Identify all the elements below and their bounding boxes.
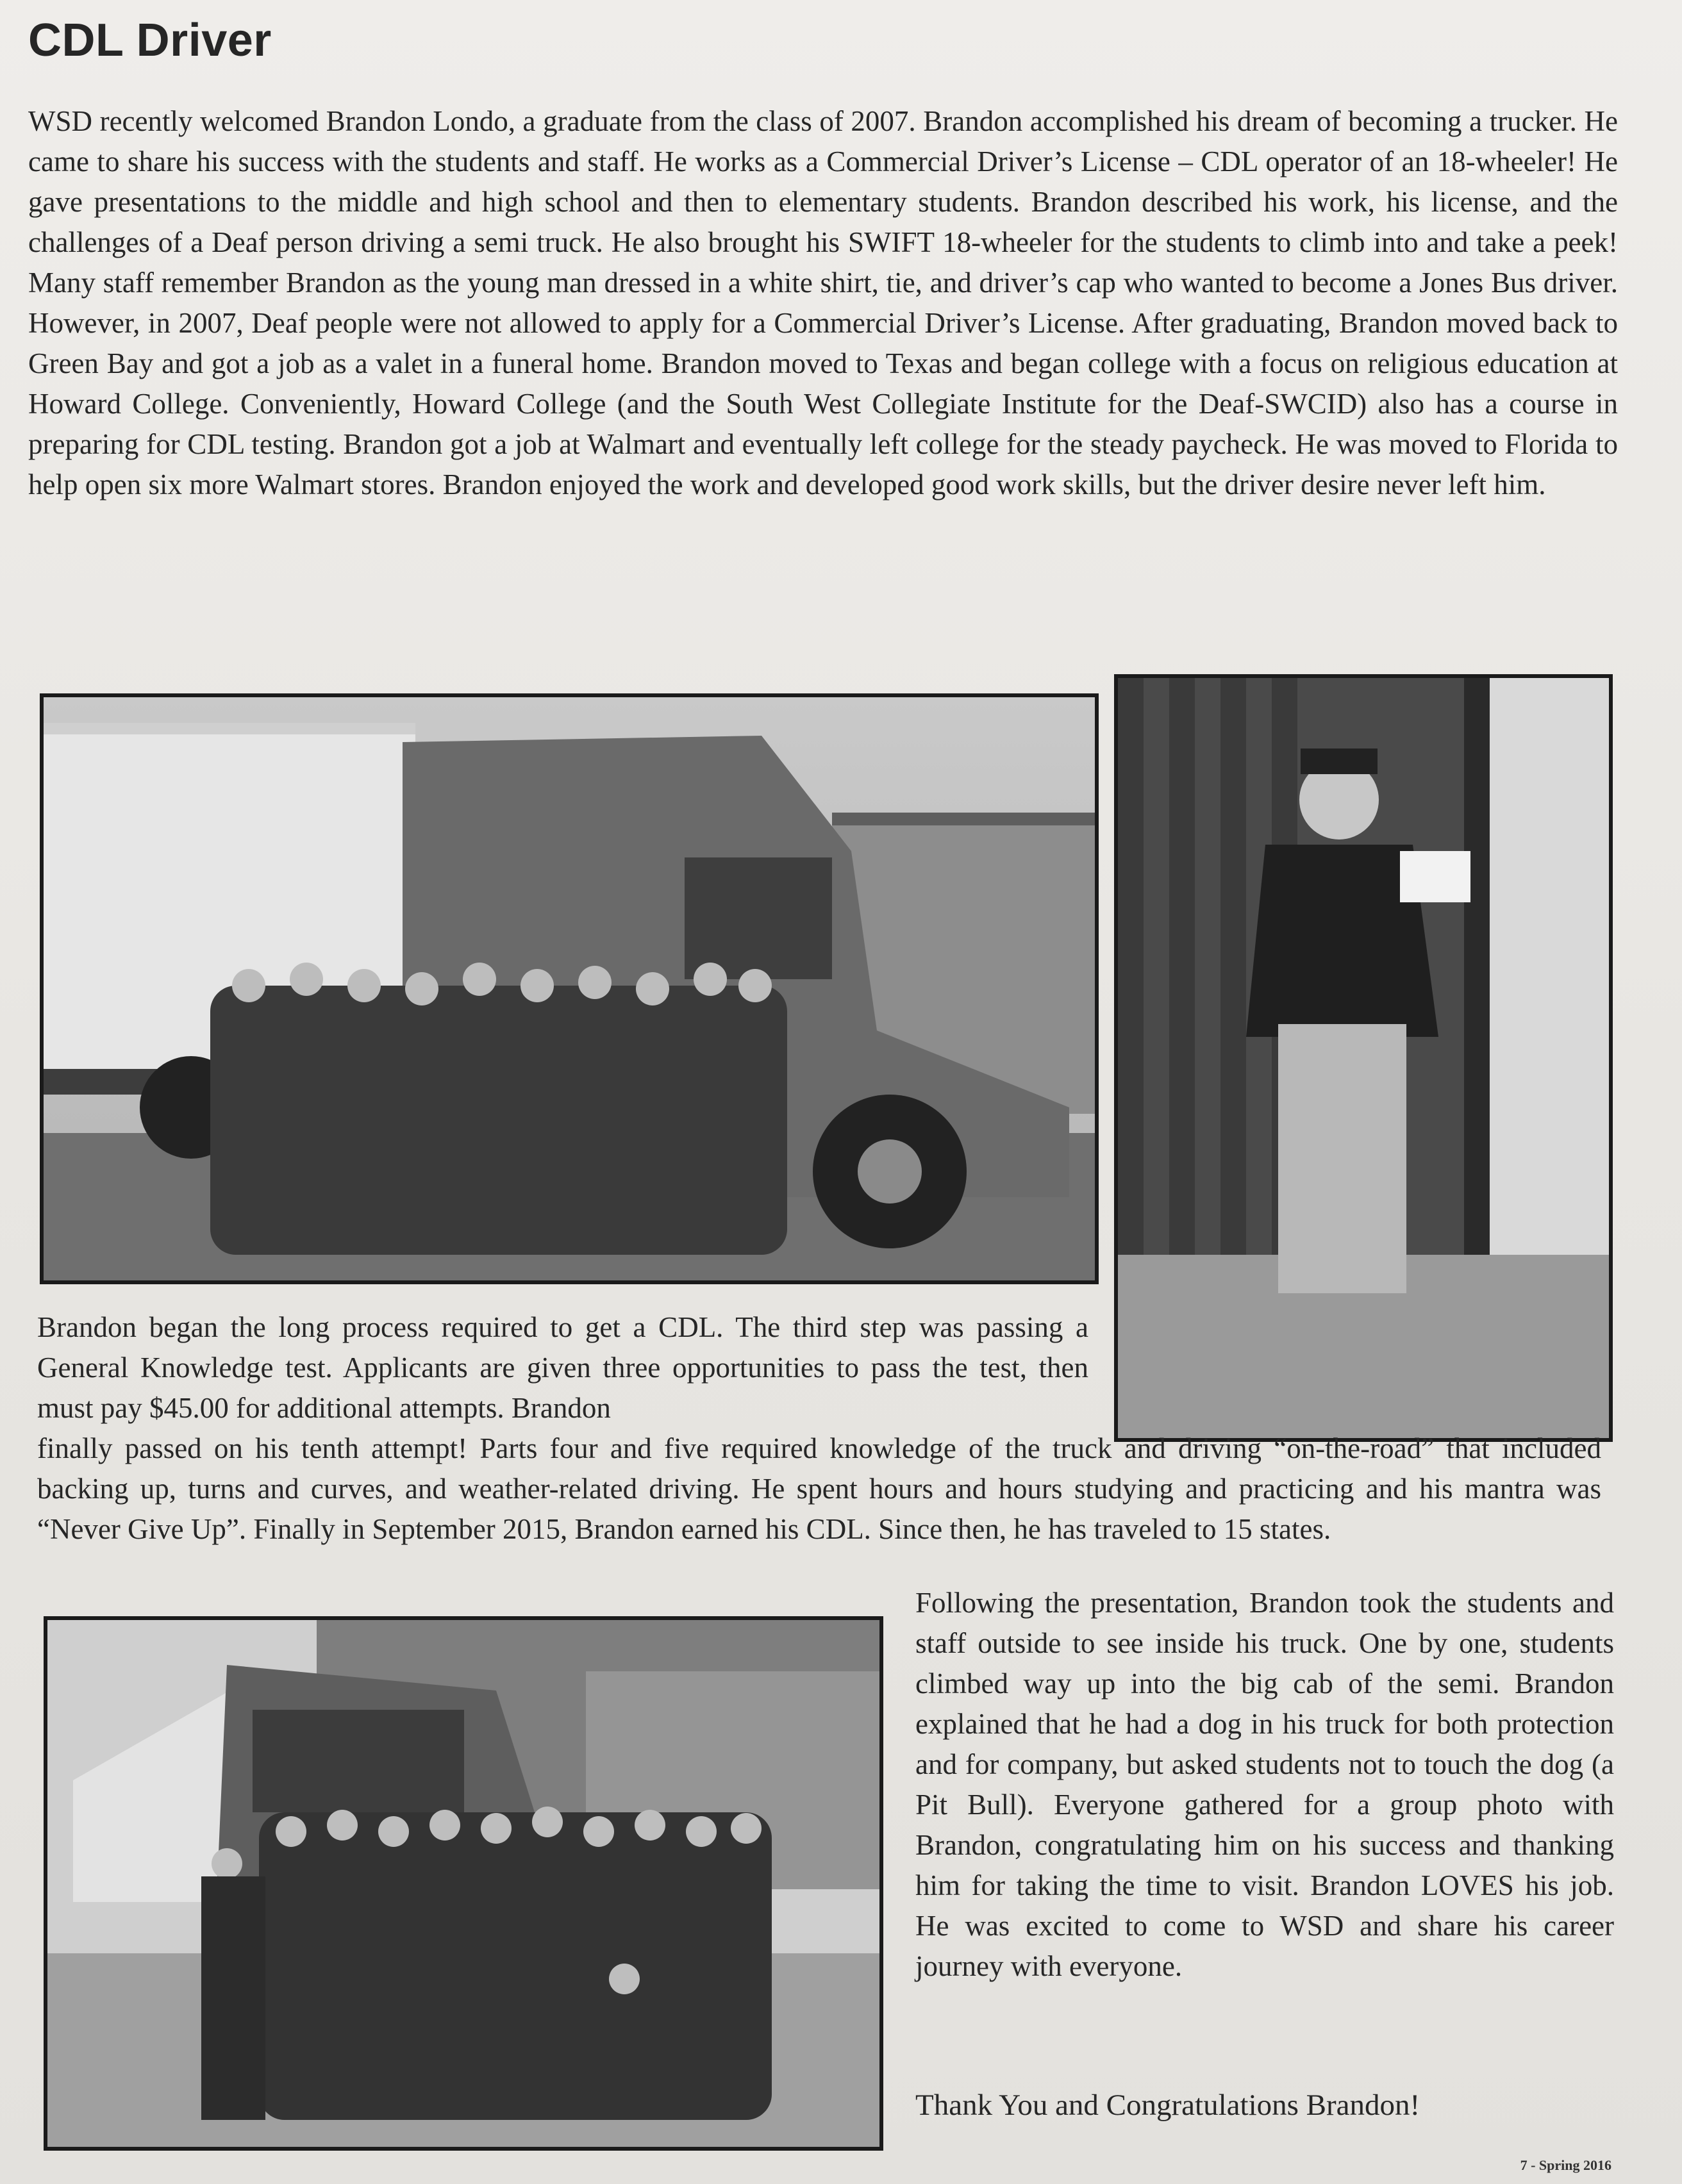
- paragraph-intro: WSD recently welcomed Brandon Londo, a graduate from the class of 2007. Brandon accomplished his dream of becoming a trucker. He came to share his success with the students and staff. He works as a Commercial Driver’s License – CDL operator of an 18-wheeler! He gave presentations to the middle and high school and then to elementary students. Brandon described his work, his license, and the challenges of a Deaf person driving a semi truck. He also brought his SWIFT 18-wheeler for the students to climb into and take a peek! Many staff remember Brandon as the young man dressed in a white shirt, tie, and driver’s cap who wanted to become a Jones Bus driver. However, in 2007, Deaf people were not allowed to apply for a Commercial Driver’s License. After graduating, Brandon moved back to Green Bay and got a job as a valet in a funeral home. Brandon moved to Texas and began college with a focus on religious education at Howard College. Conveniently, Howard College (and the South West Collegiate Institute for the Deaf-SWCID) also has a course in preparing for CDL testing. Brandon got a job at Walmart and eventually left college for the steady paycheck. He was moved to Florida to help open six more Walmart stores. Brandon enjoyed the work and developed good work skills, but the driver desire never left him.: [28, 105, 1618, 500]
- closing-line: Thank You and Congratulations Brandon!: [915, 2089, 1420, 2122]
- photo-group-photo-truck: [44, 1616, 883, 2151]
- photo-group-with-truck: [40, 693, 1099, 1284]
- article-title: CDL Driver: [28, 15, 272, 66]
- page-footer: 7 - Spring 2016: [1520, 2157, 1611, 2173]
- photo-brandon-presenting: [1114, 674, 1613, 1442]
- paragraph-cdl-process: Brandon began the long process required to get a CDL. The third step was passing a General Knowledge test. Applicants are given three opportunities to pass the test, then must pay $45.00 for additional attempts. Brandon: [37, 1311, 1088, 1424]
- paragraph-presentation: Following the presentation, Brandon took the students and staff outside to see inside his truck. One by one, students climbed way up into the big cab of the semi. Brandon explained that he had a dog in his truck for both protection and for company, but asked students not to touch the dog (a Pit Bull). Everyone gathered for a group photo with Brandon, congratulating him on his success and thanking him for taking the time to visit. Brandon LOVES his job. He was excited to come to WSD and share his career journey with everyone.: [915, 1587, 1614, 1982]
- paragraph-cdl-process-continued: finally passed on his tenth attempt! Parts four and five required knowledge of the truck and driving “on-the-road” that included backing up, turns and curves, and weather-related driving. He spent hours and hours studying and practicing and his mantra was “Never Give Up”. Finally in September 2015, Brandon earned his CDL. Since then, he has traveled to 15 states.: [37, 1432, 1601, 1545]
